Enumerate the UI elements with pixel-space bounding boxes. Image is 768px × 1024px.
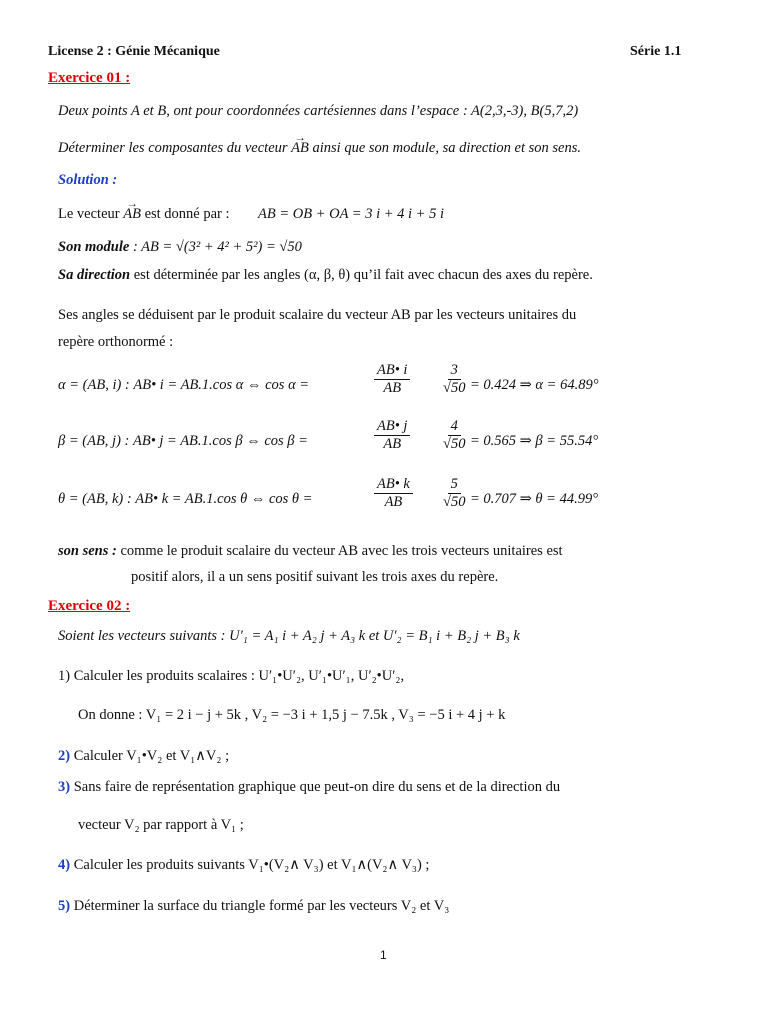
vector-line-post: est donné par : bbox=[140, 206, 230, 222]
q3-text-line2: vecteur V₂ par rapport à V₁ ; bbox=[78, 817, 244, 833]
alpha-num: AB• i bbox=[374, 362, 410, 380]
q3-text-line1: Sans faire de représentation graphique que peut-on dire du sens et de la direction du bbox=[73, 779, 561, 795]
beta-fraction1 bbox=[374, 418, 410, 453]
theta-num: AB• k bbox=[374, 476, 413, 494]
theta-num2: 5 bbox=[448, 476, 461, 494]
question-2 bbox=[58, 748, 229, 765]
question-1 bbox=[58, 668, 404, 685]
exercise1-statement1: Deux points A et B, ont pour coordonnées cartésiennes dans l’espace : A(2,3,-3), B(5,7,2) bbox=[58, 103, 579, 119]
module-label: Son module bbox=[58, 239, 130, 255]
sens-line2: positif alors, il a un sens positif suivant les trois axes du repère. bbox=[131, 569, 499, 585]
solution-label: Solution : bbox=[58, 172, 118, 188]
alpha-definition: α = (AB, i) : AB• i = AB.1.cos α ⇔ cos α = bbox=[58, 377, 310, 393]
given-vectors: On donne : V₁ = 2 i − j + 5k , V₂ = −3 i + 1,5 j − 7.5k , V₃ = −5 i + 4 j + k bbox=[78, 707, 506, 723]
sens-text1: comme le produit scalaire du vecteur AB avec les trois vecteurs unitaires est bbox=[116, 543, 563, 559]
theta-fraction1 bbox=[374, 476, 413, 511]
page-number: 1 bbox=[380, 948, 387, 962]
q1-number: 1) bbox=[58, 668, 71, 684]
beta-den: AB bbox=[383, 436, 402, 452]
beta-result: = 0.565 ⇒ β = 55.54° bbox=[470, 433, 599, 449]
q2-number: 2) bbox=[58, 748, 71, 764]
beta-den2: √50 bbox=[443, 436, 466, 452]
beta-definition: β = (AB, j) : AB• j = AB.1.cos β ⇔ cos β = bbox=[58, 433, 308, 449]
vector-line bbox=[58, 206, 230, 223]
module-line bbox=[58, 239, 302, 256]
vector-formula: AB = OB + OA = 3 i + 4 i + 5 i bbox=[258, 206, 444, 222]
module-formula: : AB = √(3² + 4² + 5²) = √50 bbox=[132, 239, 302, 255]
vector-line-pre: Le vecteur bbox=[58, 206, 124, 222]
header-series: Série 1.1 bbox=[630, 44, 682, 59]
sens-line1 bbox=[58, 543, 563, 560]
exercise2-intro: Soient les vecteurs suivants : U′₁ = A₁ i + A₂ j + A₃ k et U′₂ = B₁ i + B₂ j + B₃ k bbox=[58, 628, 520, 644]
theta-den2: √50 bbox=[443, 494, 466, 510]
question-5 bbox=[58, 898, 449, 915]
beta-num: AB• j bbox=[374, 418, 410, 436]
alpha-result: = 0.424 ⇒ α = 64.89° bbox=[470, 377, 599, 393]
theta-definition: θ = (AB, k) : AB• k = AB.1.cos θ ⇔ cos θ = bbox=[58, 491, 313, 507]
alpha-den: AB bbox=[383, 380, 402, 396]
direction-line bbox=[58, 267, 593, 284]
exercise1-statement2 bbox=[58, 140, 581, 157]
q5-number: 5) bbox=[58, 898, 71, 914]
q1-text: Calculer les produits scalaires : U′₁•U′₂, U′₁•U′₁, U′₂•U′₂, bbox=[73, 668, 405, 684]
vector-ab-inline: → AB bbox=[123, 206, 141, 223]
sens-label: son sens : bbox=[58, 543, 117, 559]
statement2-pre: Déterminer les composantes du vecteur bbox=[58, 140, 292, 156]
theta-result: = 0.707 ⇒ θ = 44.99° bbox=[470, 491, 599, 507]
direction-text: est déterminée par les angles (α, β, θ) qu’il fait avec chacun des axes du repère. bbox=[130, 267, 593, 283]
question-3 bbox=[58, 779, 560, 796]
header-course: License 2 : Génie Mécanique bbox=[48, 44, 220, 59]
exercise1-title: Exercice 01 : bbox=[48, 70, 131, 86]
q5-text: Déterminer la surface du triangle formé par les vecteurs V₂ et V₃ bbox=[73, 898, 450, 914]
angles-text-line1: Ses angles se déduisent par le produit scalaire du vecteur AB par les vecteurs unitaires du bbox=[58, 307, 577, 323]
beta-fraction2 bbox=[440, 418, 468, 453]
beta-num2: 4 bbox=[448, 418, 461, 436]
alpha-fraction1 bbox=[374, 362, 410, 397]
direction-label: Sa direction bbox=[58, 267, 131, 283]
alpha-fraction2 bbox=[440, 362, 468, 397]
angles-text-line2: repère orthonormé : bbox=[58, 334, 174, 350]
q2-text: Calculer V₁•V₂ et V₁∧V₂ ; bbox=[73, 748, 230, 764]
q4-number: 4) bbox=[58, 857, 71, 873]
alpha-den2: √50 bbox=[443, 380, 466, 396]
theta-den: AB bbox=[384, 494, 403, 510]
vector-ab: → AB bbox=[291, 140, 309, 157]
exercise2-title: Exercice 02 : bbox=[48, 598, 131, 614]
statement2-post: ainsi que son module, sa direction et son sens. bbox=[308, 140, 581, 156]
theta-fraction2 bbox=[440, 476, 468, 511]
q4-text: Calculer les produits suivants V₁•(V₂∧ V₃) et V₁∧(V₂∧ V₃) ; bbox=[73, 857, 430, 873]
alpha-num2: 3 bbox=[448, 362, 461, 380]
question-4 bbox=[58, 857, 429, 874]
q3-number: 3) bbox=[58, 779, 71, 795]
